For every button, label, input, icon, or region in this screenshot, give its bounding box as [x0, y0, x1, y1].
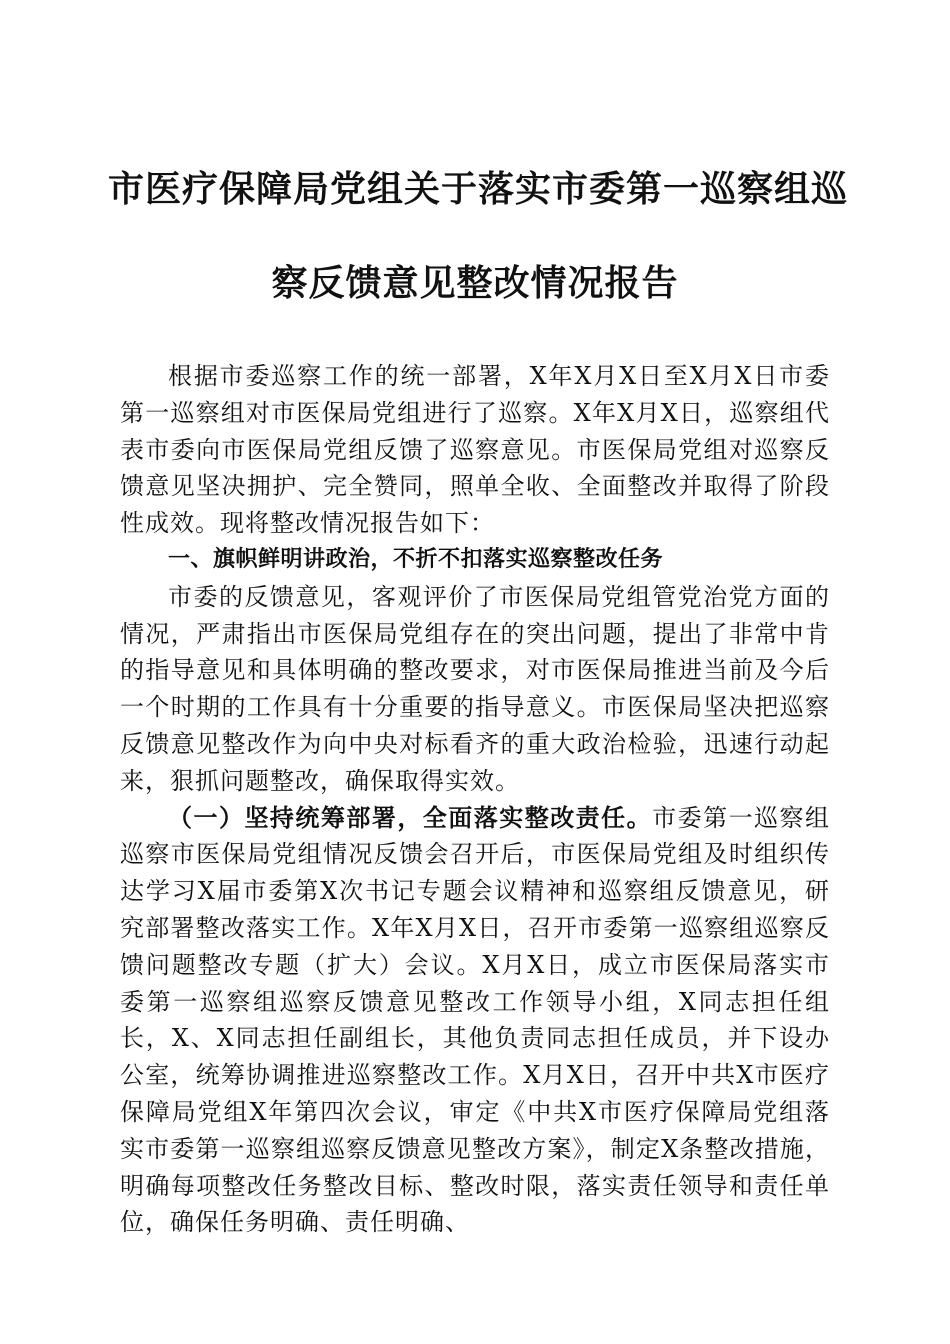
document-title-line-2: 察反馈意见整改情况报告	[271, 263, 679, 304]
intro-paragraph: 根据市委巡察工作的统一部署，X年X月X日至X月X日市委第一巡察组对市医保局党组进行了巡察。X年X月X日，巡察组代表市委向市医保局党组反馈了巡察意见。市医保局党组对巡察反馈意见坚决拥护、完全赞同，照单全收、全面整改并取得了阶段性成效。现将整改情况报告如下：	[120, 362, 830, 538]
document-title-line-1: 市医疗保障局党组关于落实市委第一巡察组巡	[108, 169, 849, 210]
section-1-paragraph: 市委的反馈意见，客观评价了市医保局党组管党治党方面的情况，严肃指出市医保局党组存在的突出问题，提出了非常中肯的指导意见和具体明确的整改要求，对市医保局推进当前及今后一个时期的工作具有十分重要的指导意义。市医保局坚决把巡察反馈意见整改作为向中央对标看齐的重大政治检验，迅速行动起来，狠抓问题整改，确保取得实效。	[120, 582, 830, 795]
subsection-1-paragraph	[120, 800, 830, 1242]
section-1-heading: 一、旗帜鲜明讲政治，不折不扣落实巡察整改任务	[168, 546, 664, 572]
document-body	[120, 358, 830, 1241]
subsection-1-lead: （一）坚持统筹部署，全面落实整改责任。	[168, 803, 653, 832]
subsection-1-text: 市委第一巡察组巡察市医保局党组情况反馈会召开后，市医保局党组及时组织传达学习X届市委第X次书记专题会议精神和巡察组反馈意见，研究部署整改落实工作。X年X月X日，召开市委第一巡察组巡察反馈问题整改专题（扩大）会议。X月X日，成立市医保局落实市委第一巡察组巡察反馈意见整改工作领导小组，X同志担任组长，X、X同志担任副组长，其他负责同志担任成员，并下设办公室，统筹协调推进巡察整改工作。X月X日，召开中共X市医疗保障局党组X年第四次会议，审定《中共X市医疗保障局党组落实市委第一巡察组巡察反馈意见整改方案》，制定X条整改措施，明确每项整改任务整改目标、整改时限，落实责任领导和责任单位，确保任务明确、责任明确、	[120, 803, 831, 1237]
